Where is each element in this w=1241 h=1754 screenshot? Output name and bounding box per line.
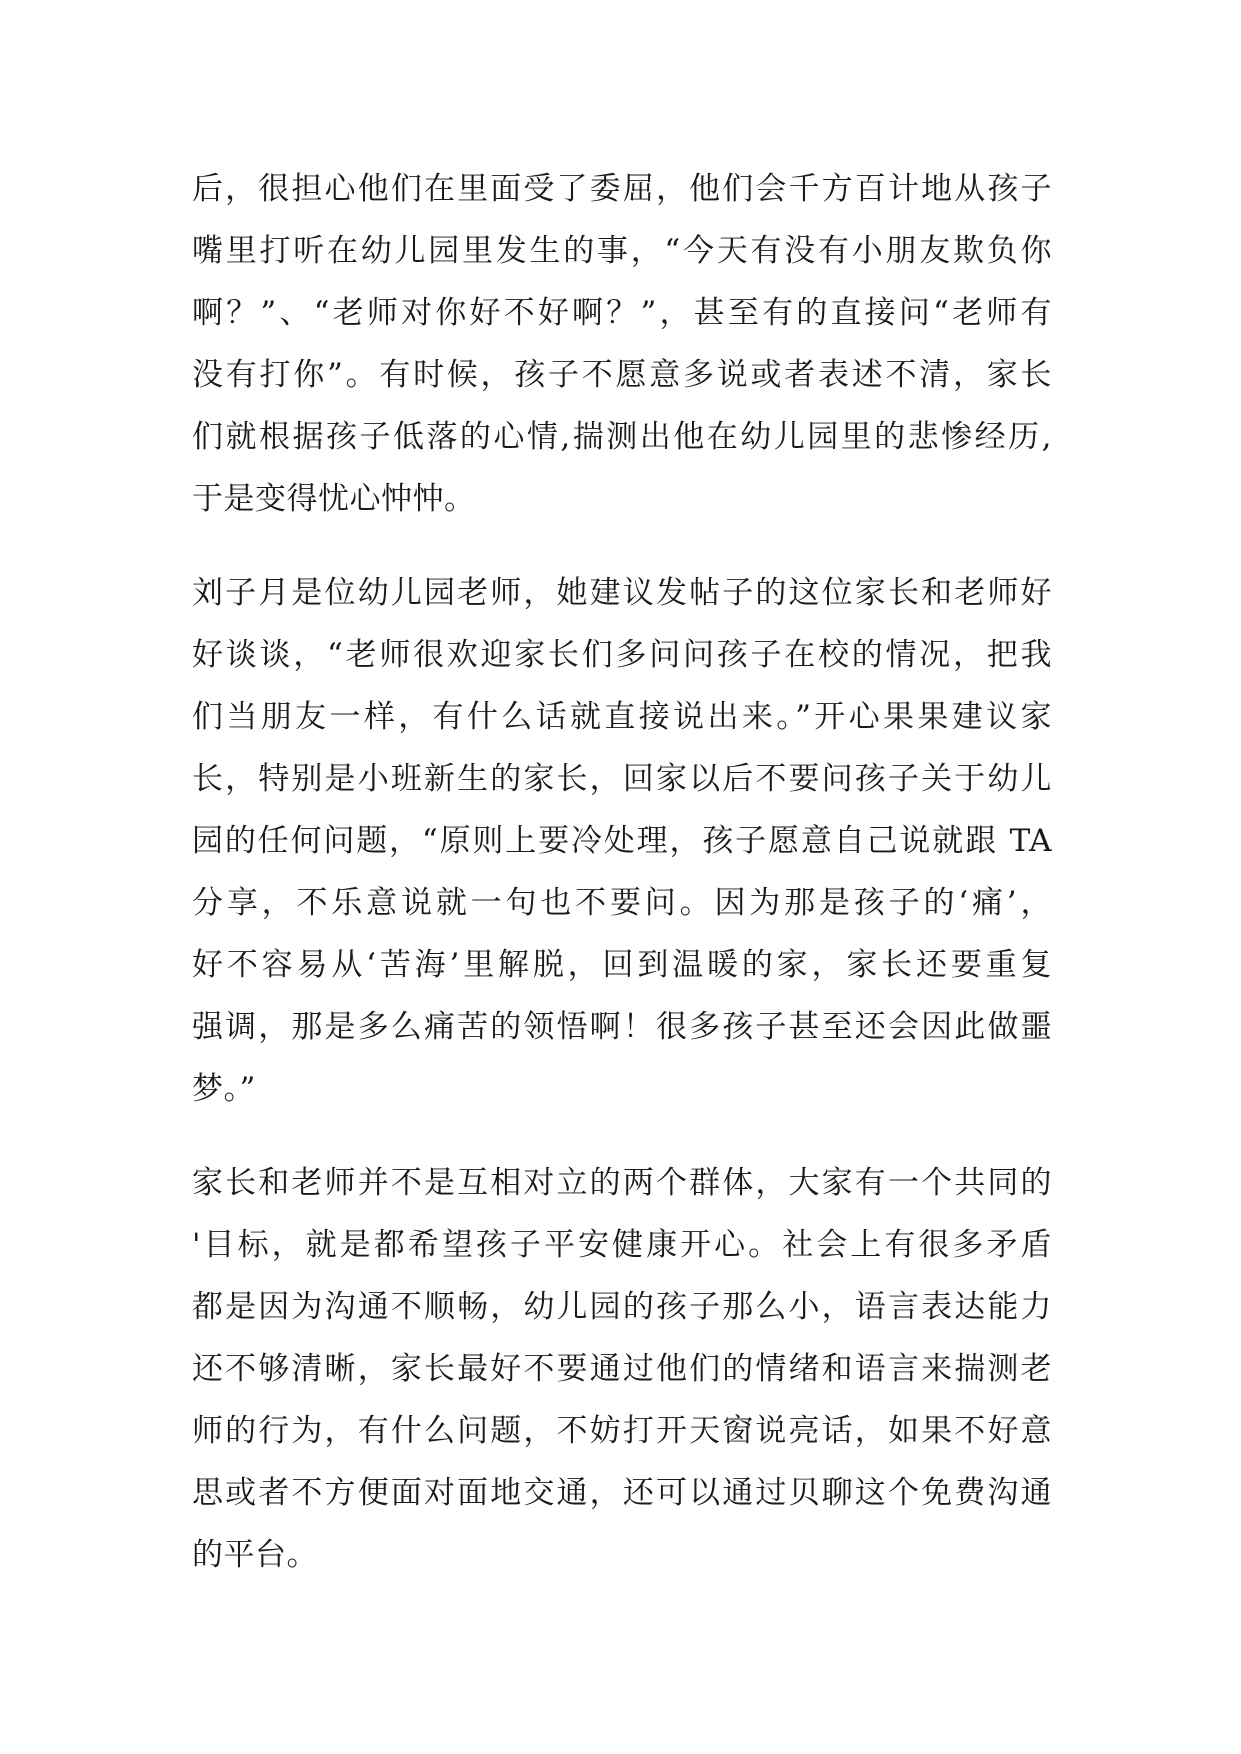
text-line: 强调，那是多么痛苦的领悟啊！很多孩子甚至还会因此做噩 bbox=[192, 1009, 1052, 1045]
text-line: 啊？”、“老师对你好不好啊？”，甚至有的直接问“老师有 bbox=[192, 295, 1052, 331]
text-line: 思或者不方便面对面地交通，还可以通过贝聊这个免费沟通 bbox=[192, 1475, 1052, 1511]
text-line: 后，很担心他们在里面受了委屈，他们会千方百计地从孩子 bbox=[192, 171, 1052, 207]
text-line: 刘子月是位幼儿园老师，她建议发帖子的这位家长和老师好 bbox=[192, 575, 1052, 611]
text-line: 分享，不乐意说就一句也不要问。因为那是孩子的‘痛’， bbox=[192, 885, 1052, 921]
paragraph-1 bbox=[192, 158, 1052, 530]
text-line: 于是变得忧心忡忡。 bbox=[192, 481, 476, 517]
text-line: 好谈谈，“老师很欢迎家长们多问问孩子在校的情况，把我 bbox=[192, 637, 1052, 673]
paragraph-3 bbox=[192, 1152, 1052, 1586]
text-line: 长，特别是小班新生的家长，回家以后不要问孩子关于幼儿 bbox=[192, 761, 1052, 797]
text-line: 们当朋友一样，有什么话就直接说出来。”开心果果建议家 bbox=[192, 699, 1052, 735]
text-line: 的平台。 bbox=[192, 1537, 318, 1573]
text-line: 好不容易从‘苦海’里解脱，回到温暖的家，家长还要重复 bbox=[192, 947, 1052, 983]
text-line: 都是因为沟通不顺畅，幼儿园的孩子那么小，语言表达能力 bbox=[192, 1289, 1052, 1325]
text-line: 没有打你”。有时候，孩子不愿意多说或者表述不清，家长 bbox=[192, 357, 1052, 393]
text-line: 梦。” bbox=[192, 1071, 256, 1107]
text-line: 园的任何问题，“原则上要冷处理，孩子愿意自己说就跟 TA bbox=[192, 823, 1052, 859]
paragraph-2 bbox=[192, 562, 1052, 1120]
text-line: 嘴里打听在幼儿园里发生的事，“今天有没有小朋友欺负你 bbox=[192, 233, 1052, 269]
text-line: 师的行为，有什么问题，不妨打开天窗说亮话，如果不好意 bbox=[192, 1413, 1052, 1449]
text-line: '目标，就是都希望孩子平安健康开心。社会上有很多矛盾 bbox=[192, 1227, 1052, 1263]
text-line: 家长和老师并不是互相对立的两个群体，大家有一个共同的 bbox=[192, 1165, 1052, 1201]
text-line: 们就根据孩子低落的心情,揣测出他在幼儿园里的悲惨经历, bbox=[192, 419, 1052, 455]
text-line: 还不够清晰，家长最好不要通过他们的情绪和语言来揣测老 bbox=[192, 1351, 1052, 1387]
